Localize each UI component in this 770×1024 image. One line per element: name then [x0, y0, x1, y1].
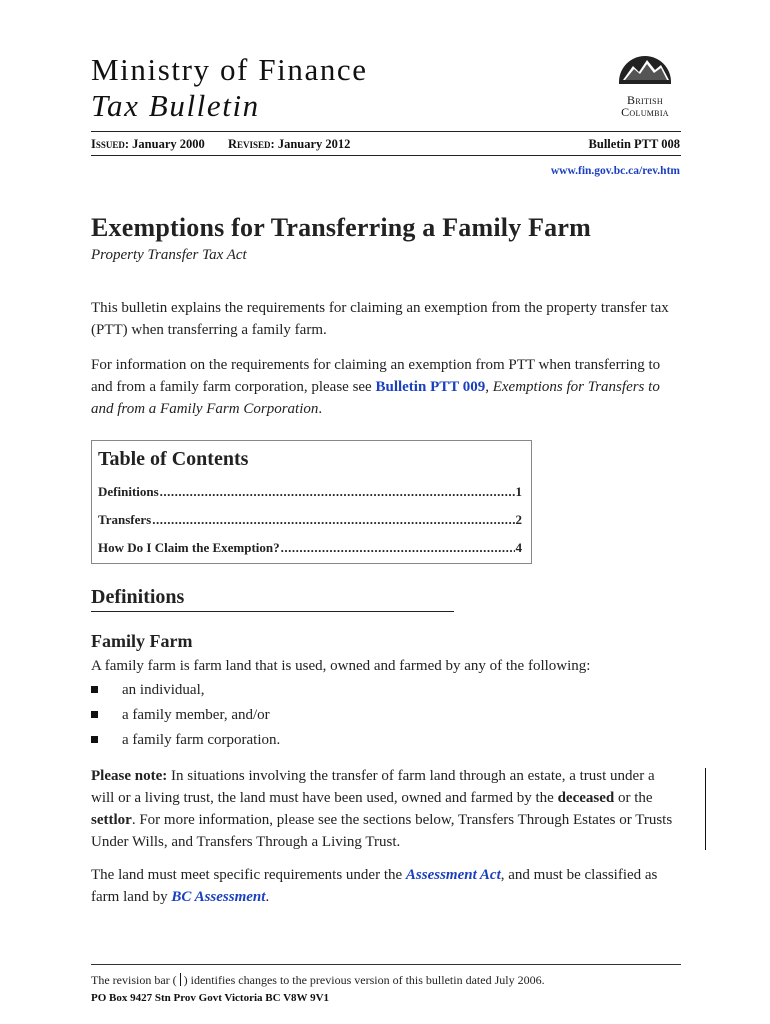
- land-text: The land must meet specific requirements under the: [91, 867, 406, 883]
- toc-item-definitions[interactable]: [98, 484, 522, 500]
- table-of-contents: [91, 440, 532, 564]
- revision-note: [91, 973, 545, 988]
- revision-bar: [705, 768, 706, 850]
- revised-label: Revised:: [228, 137, 275, 151]
- bc-logo: [604, 52, 686, 118]
- toc-leader: [160, 484, 515, 500]
- toc-item-transfers[interactable]: [98, 512, 522, 528]
- revision-note-text: The revision bar (: [91, 973, 180, 987]
- land-requirements-paragraph: [91, 864, 681, 908]
- issued-label: Issued:: [91, 137, 130, 151]
- list-item-text: a family member, and/or: [122, 707, 270, 723]
- bc-sun-mountain-icon: [615, 52, 675, 88]
- land-text: , and must be classified as farm land by: [91, 867, 658, 905]
- toc-leader: [281, 540, 515, 556]
- definitions-heading: Definitions: [91, 586, 185, 608]
- list-item: [91, 679, 205, 701]
- list-item: [91, 704, 270, 726]
- info-text: For information on the requirements for claiming an exemption from PTT when transferring to and from a family farm corporation, please see: [91, 357, 661, 395]
- page-subtitle: Property Transfer Tax Act: [91, 247, 247, 263]
- definitions-underline: [91, 611, 454, 612]
- family-farm-heading: Family Farm: [91, 631, 193, 651]
- toc-item-label: Definitions: [98, 484, 159, 499]
- logo-text-british: British: [627, 93, 663, 107]
- info-comma: ,: [485, 379, 489, 395]
- note-settlor: settlor: [91, 812, 132, 828]
- assessment-act-link[interactable]: Assessment Act: [405, 867, 501, 883]
- please-note-paragraph: [91, 765, 677, 853]
- land-text: .: [265, 889, 270, 905]
- note-label: Please note:: [91, 768, 168, 784]
- list-item-text: a family farm corporation.: [122, 732, 281, 748]
- meta-divider: [91, 155, 681, 156]
- logo-text-columbia: Columbia: [621, 105, 669, 119]
- ministry-url-link[interactable]: www.fin.gov.bc.ca/rev.htm: [550, 165, 680, 177]
- bullet-square-icon: [91, 711, 98, 718]
- header-divider: [91, 131, 681, 132]
- note-deceased: deceased: [557, 790, 615, 806]
- info-period: .: [318, 401, 323, 417]
- revision-note-text: ) identifies changes to the previous version of this bulletin dated July 2006.: [180, 973, 545, 987]
- footer-divider: [91, 964, 681, 965]
- header-title: [91, 52, 368, 124]
- page-title: Exemptions for Transferring a Family Farm: [91, 213, 591, 242]
- toc-item-page: 4: [515, 540, 522, 555]
- info-italic-title: Exemptions for Transfers to and from a Family Farm Corporation: [91, 379, 660, 417]
- tax-bulletin-title: Tax Bulletin: [91, 88, 260, 123]
- bullet-square-icon: [91, 736, 98, 743]
- bulletin-ptt-009-link[interactable]: Bulletin PTT 009: [375, 379, 486, 395]
- toc-leader: [152, 512, 514, 528]
- toc-item-label: Transfers: [98, 512, 152, 527]
- ministry-title: Ministry of Finance: [91, 52, 368, 87]
- toc-item-label: How Do I Claim the Exemption?: [98, 540, 280, 555]
- bc-assessment-link[interactable]: BC Assessment: [171, 889, 266, 905]
- revised-info: [228, 137, 350, 152]
- list-item: [91, 729, 280, 751]
- issued-info: [91, 137, 205, 152]
- toc-item-claim-exemption[interactable]: [98, 540, 522, 556]
- toc-title: Table of Contents: [98, 448, 249, 470]
- bulletin-id: Bulletin PTT 008: [588, 137, 680, 151]
- info-paragraph: [91, 354, 681, 420]
- toc-item-page: 1: [515, 484, 522, 499]
- family-farm-lead: A family farm is farm land that is used, owned and farmed by any of the following:: [91, 658, 591, 674]
- toc-item-page: 2: [515, 512, 522, 527]
- list-item-text: an individual,: [122, 682, 205, 698]
- issued-date: January 2000: [132, 137, 205, 151]
- footer-address: PO Box 9427 Stn Prov Govt Victoria BC V8W 9V1: [91, 992, 330, 1004]
- intro-paragraph: This bulletin explains the requirements for claiming an exemption from the property transfer tax (PTT) when transferring a family farm.: [91, 300, 669, 338]
- note-text: In situations involving the transfer of farm land through an estate, a trust under a will or a living trust, the land must have been used, owned and farmed by the: [91, 768, 655, 806]
- note-text: or the: [614, 790, 653, 806]
- bullet-square-icon: [91, 686, 98, 693]
- revised-date: January 2012: [277, 137, 351, 151]
- note-text: . For more information, please see the sections below, Transfers Through Estates or Trusts Under Wills, and Transfers Through a Living Trust.: [91, 812, 673, 850]
